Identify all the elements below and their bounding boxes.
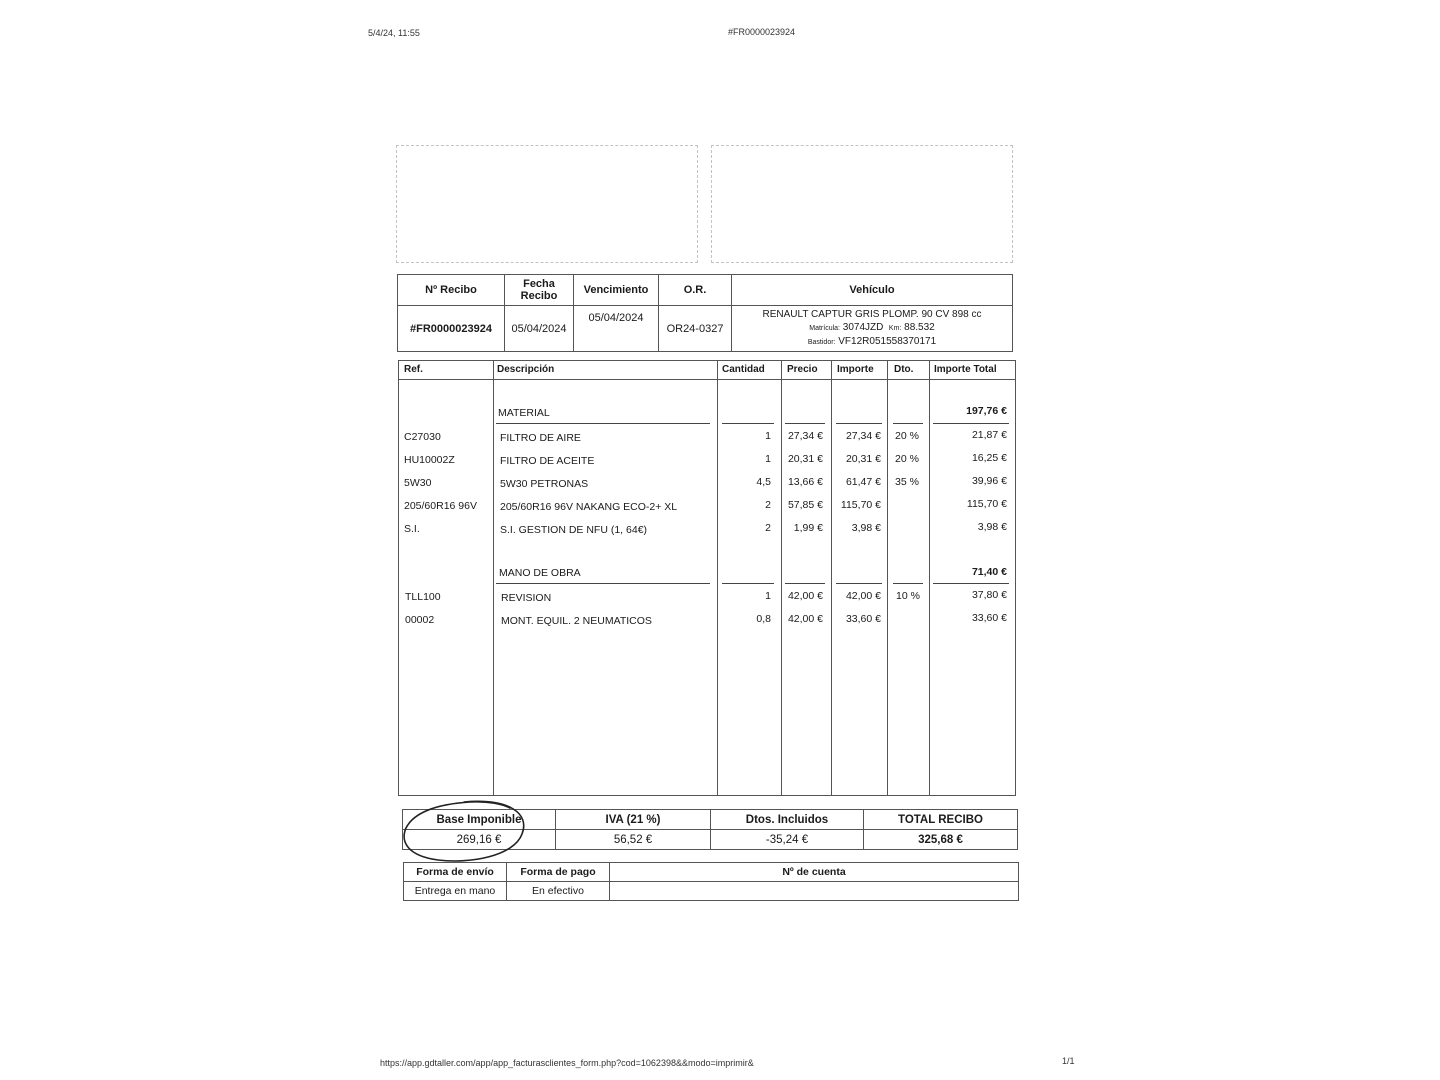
label-or: O.R. [659,275,732,306]
due-date: 05/04/2024 [574,306,659,352]
row-ref: 00002 [405,614,435,626]
row-qty: 4,5 [756,476,771,488]
section-total: 197,76 € [966,405,1007,417]
items-table [398,360,1016,796]
row-qty: 1 [765,453,771,465]
row-desc: FILTRO DE ACEITE [500,455,595,467]
vehicle-info [732,306,1013,352]
document-title: #FR0000023924 [728,27,796,37]
row-qty: 1 [765,590,771,602]
row-ref: HU10002Z [404,454,455,466]
row-total: 16,25 € [971,452,1007,464]
row-total: 115,70 € [966,498,1007,510]
receipt-date: 05/04/2024 [505,306,574,352]
col-descripcion: Descripción [497,364,555,375]
row-ref: 5W30 [404,477,432,489]
row-amount: 61,47 € [845,476,881,488]
pago-label: Forma de pago [507,863,610,882]
page-url: https://app.gdtaller.com/app/app_facturasclientes_form.php?cod=1062398&&modo=imprimir& [380,1058,754,1068]
section-title: MANO DE OBRA [499,567,581,579]
row-dto: 35 % [895,476,919,488]
row-total: 33,60 € [971,612,1007,624]
row-qty: 1 [765,430,771,442]
row-amount: 20,31 € [845,453,881,465]
row-price: 13,66 € [787,476,823,488]
receipt-header-table [397,274,1013,352]
row-total: 3,98 € [977,521,1007,533]
row-total: 39,96 € [971,475,1007,487]
cuenta-value [610,882,1019,901]
col-precio: Precio [787,364,818,375]
matricula-label: Matrícula: [809,325,840,332]
vehicle-km: 88.532 [904,322,935,333]
dtos-label: Dtos. Incluidos [711,810,864,830]
row-amount: 27,34 € [845,430,881,442]
row-qty: 2 [765,499,771,511]
section-total: 71,40 € [971,566,1007,578]
row-desc: 205/60R16 96V NAKANG ECO-2+ XL [500,501,678,513]
row-price: 27,34 € [787,430,823,442]
row-amount: 33,60 € [845,613,881,625]
row-desc: S.I. GESTION DE NFU (1, 64€) [500,524,648,536]
row-total: 37,80 € [971,589,1007,601]
row-price: 57,85 € [787,499,823,511]
row-desc: REVISION [501,592,552,604]
payment-table [403,862,1019,901]
vehicle-vin: VF12R051558370171 [838,336,937,347]
total-label: TOTAL RECIBO [864,810,1018,830]
iva-value: 56,52 € [556,830,711,850]
km-label: Km: [888,325,902,332]
row-dto: 20 % [895,453,919,465]
label-vehiculo: Vehículo [732,275,1013,306]
company-address-box [396,145,698,263]
row-ref: TLL100 [405,591,441,603]
row-ref: 205/60R16 96V [404,500,477,512]
col-dto: Dto. [894,364,914,375]
bastidor-label: Bastidor: [807,339,836,346]
row-price: 42,00 € [787,613,823,625]
envio-value: Entrega en mano [404,882,507,901]
col-importe: Importe [837,364,874,375]
handwritten-circle-mark [398,796,532,868]
customer-address-box [711,145,1013,263]
order-number: OR24-0327 [659,306,732,352]
receipt-number: #FR0000023924 [398,306,505,352]
row-price: 20,31 € [787,453,823,465]
row-desc: MONT. EQUIL. 2 NEUMATICOS [501,615,652,627]
label-fecha: Fecha Recibo [505,275,574,306]
row-dto: 20 % [895,430,919,442]
col-total: Importe Total [934,364,997,375]
section-title: MATERIAL [498,407,550,419]
row-ref: S.I. [404,523,420,535]
row-price: 1,99 € [793,522,823,534]
col-cantidad: Cantidad [722,364,765,375]
base-imponible-label: Base Imponible [403,810,556,830]
dtos-value: -35,24 € [711,830,864,850]
envio-label: Forma de envío [404,863,507,882]
row-ref: C27030 [404,431,441,443]
page-number: 1/1 [1062,1056,1075,1066]
cuenta-label: Nº de cuenta [610,863,1019,882]
vehicle-plate: 3074JZD [842,322,884,333]
row-qty: 0,8 [756,613,771,625]
total-value: 325,68 € [864,830,1018,850]
vehicle-description: RENAULT CAPTUR GRIS PLOMP. 90 CV 898 cc [762,309,982,320]
base-imponible-value: 269,16 € [403,830,556,850]
row-desc: 5W30 PETRONAS [500,478,589,490]
row-dto: 10 % [896,590,920,602]
label-vencimiento: Vencimiento [574,275,659,306]
row-amount: 3,98 € [851,522,881,534]
row-qty: 2 [765,522,771,534]
pago-value: En efectivo [507,882,610,901]
iva-label: IVA (21 %) [556,810,711,830]
print-datetime: 5/4/24, 11:55 [368,28,420,38]
label-recibo: Nº Recibo [398,275,505,306]
row-amount: 115,70 € [840,499,881,511]
row-desc: FILTRO DE AIRE [500,432,581,444]
row-amount: 42,00 € [845,590,881,602]
row-price: 42,00 € [787,590,823,602]
col-ref: Ref. [404,364,423,375]
row-total: 21,87 € [971,429,1007,441]
